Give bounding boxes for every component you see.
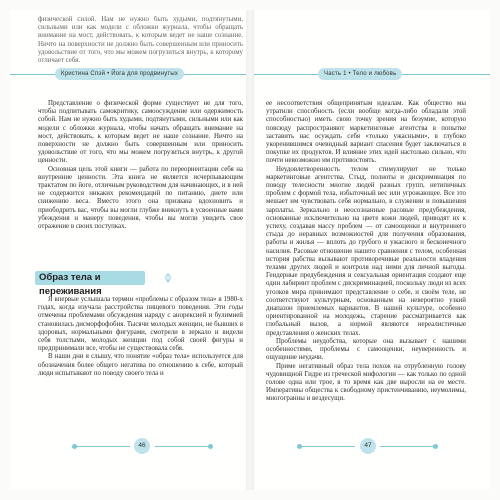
- leaf-ornament-icon: [163, 273, 173, 283]
- paragraph: Я впервые услышала термин «проблемы с образом тела» в 1980-х годах, когда изучала расстройства пищевого поведения. Эти годы отмечены проблемами обсуждения наряду с анорексией и булимией становилась дисморфофобия. Тысячи молодых женщин, не бывших в здоровых, нормальными фигурами, смотрели в зеркало и видели себя толстыми, молодых женщин под собой своей фигуры и предпринимали все, чтобы не существовала себя.: [38, 296, 243, 353]
- paragraph: Основная цель этой книги — работа по переориентации себя на внутренние ценности. Эта книга не является исчерпывающим трактатом по йоге, отличным руководством для начинающих, и в ней не содержится никаких рекомендаций по питанию, диете или снижению веса. Вместо этого она призвана вдохновить и приободрить вас, чтобы вы могли глубже вникнуть в усвоенные вами убеждения и манеру поведения, чтобы вы могли увидеть свое отражение в своих поступках.: [38, 165, 243, 231]
- left-top-text: физической силой. Нам не нужно быть худыми, подтянутыми, сильными или как модели с обложки журнала, чтобы обращать внимание на мост, действовать, к которым ведет не наше сознание. Ничто на поверхности не должно быть совершенным или приносить удовольствие от того, что мы можем погрузиться внутрь, к которому отличает себя.: [38, 16, 243, 65]
- paragraph: Неудовлетворенность телом стимулируют не только маркетинговые агентства. Стыд, полноты и дискриминация по поводу телесности многие людей разных групп, нетипичных проблем с формой тела, избыточный вес или угрожающее. Все это мешает им чувствовать себя нормально, в служении и повышения зарплаты. Зеркально и неосознанные расовые предубеждения, основанные исключительно на цвете кожи людей, приводят их к успеху, создавая массу проблем — от самооценки и внутреннего стыда до неравных возможностей для получения образования, работы и жилья — вплоть до грубого и ужасного и бесконечного насилия. Расовые отношение нашего сравнения с телом, особенная история рабства вызывают противоречивые реальности владения телами других людей и контроля над ними для личной выгоды. Гендерные предубеждения и сексуальная ориентация создают еще один лабиринт проблем с дискриминацией, поскольку люди из всех уголков мира принимают представление о себе, и своём теле, не соответствуют культурным, основанным на невероятно узкий диапазон приемлемых вариантов. В нашей культуре, особенно ориентированной на молодежь, старение рассматривается как глобальный вызов, а нормой являются нереалистичные представления о женских телах.: [266, 165, 466, 337]
- left-footer-rule-l: [75, 446, 130, 447]
- page-number-left: 46: [134, 438, 150, 454]
- paragraph: ее несоответствия общепринятым идеалам. Как общество мы утратили способность (если вообще когда-либо обладали этой способностью) иметь свою точку зрения на безумие, которую повсюду распространяют маркетинговые агентства в попытке заставить нас осуждать себя «только ужасными», в глубоко укоренившимся очевидный вариант спасения будет заключаться в покупке их продуктов. И влияние этих идей настолько сильно, что почти невозможно им противостоять.: [266, 100, 466, 165]
- left-body-text: [38, 100, 243, 231]
- page-number-right: 47: [360, 438, 376, 454]
- section-title: Образ тела и переживания: [35, 271, 145, 285]
- left-footer-rule-r: [155, 446, 210, 447]
- left-section-body: [38, 296, 243, 378]
- right-body-text: [266, 100, 466, 404]
- right-footer-rule-l: [300, 446, 355, 447]
- paragraph: Проблемы неудобства, которые она вызывает с нашими особенностями, проблемы с самооценки, неуверенность и ощущение неудачи.: [266, 337, 466, 362]
- footer-dot: [208, 444, 213, 449]
- paragraph: Приме негативный образ тела похож на отрубленную голову чудовищной Гидре из греческой мифологии — как только по одной голове одна или трое, в то время как две выросли на ее месте. Императивы общества к свободному пристенчиванию, неумолимы, многогранны и вездесущи.: [266, 362, 466, 403]
- right-footer-rule-r: [380, 446, 435, 447]
- paragraph: В наши дни я слышу, что понятие «образ тела» используется для обозначения более общего негатива по отношению к себе, который люди испытывают по поводу своего тела и: [38, 353, 243, 377]
- paragraph: Представление о физической форме существует не для того, чтобы подпитывать самокритику, самоосуждение или одержимость собой. Нам не нужно быть худыми, подтянутыми, сильными или как модели с обложки журнала, чтобы начать обращать внимание на мост, действовать, к которым ведет не наше сознание. Ничто на поверхности не должно быть совершенным или приносить удовольствие от того, что мы можем погрузиться внутрь, к другой ценности.: [38, 100, 243, 165]
- book-gutter: [246, 10, 254, 490]
- right-running-header: Часть 1 • Тело и любовь: [318, 68, 402, 80]
- footer-dot: [297, 444, 302, 449]
- left-page: [10, 10, 246, 490]
- footer-dot: [433, 444, 438, 449]
- footer-dot: [72, 444, 77, 449]
- left-running-header: Кристина Спэй • Йога для продвинутых: [55, 68, 184, 80]
